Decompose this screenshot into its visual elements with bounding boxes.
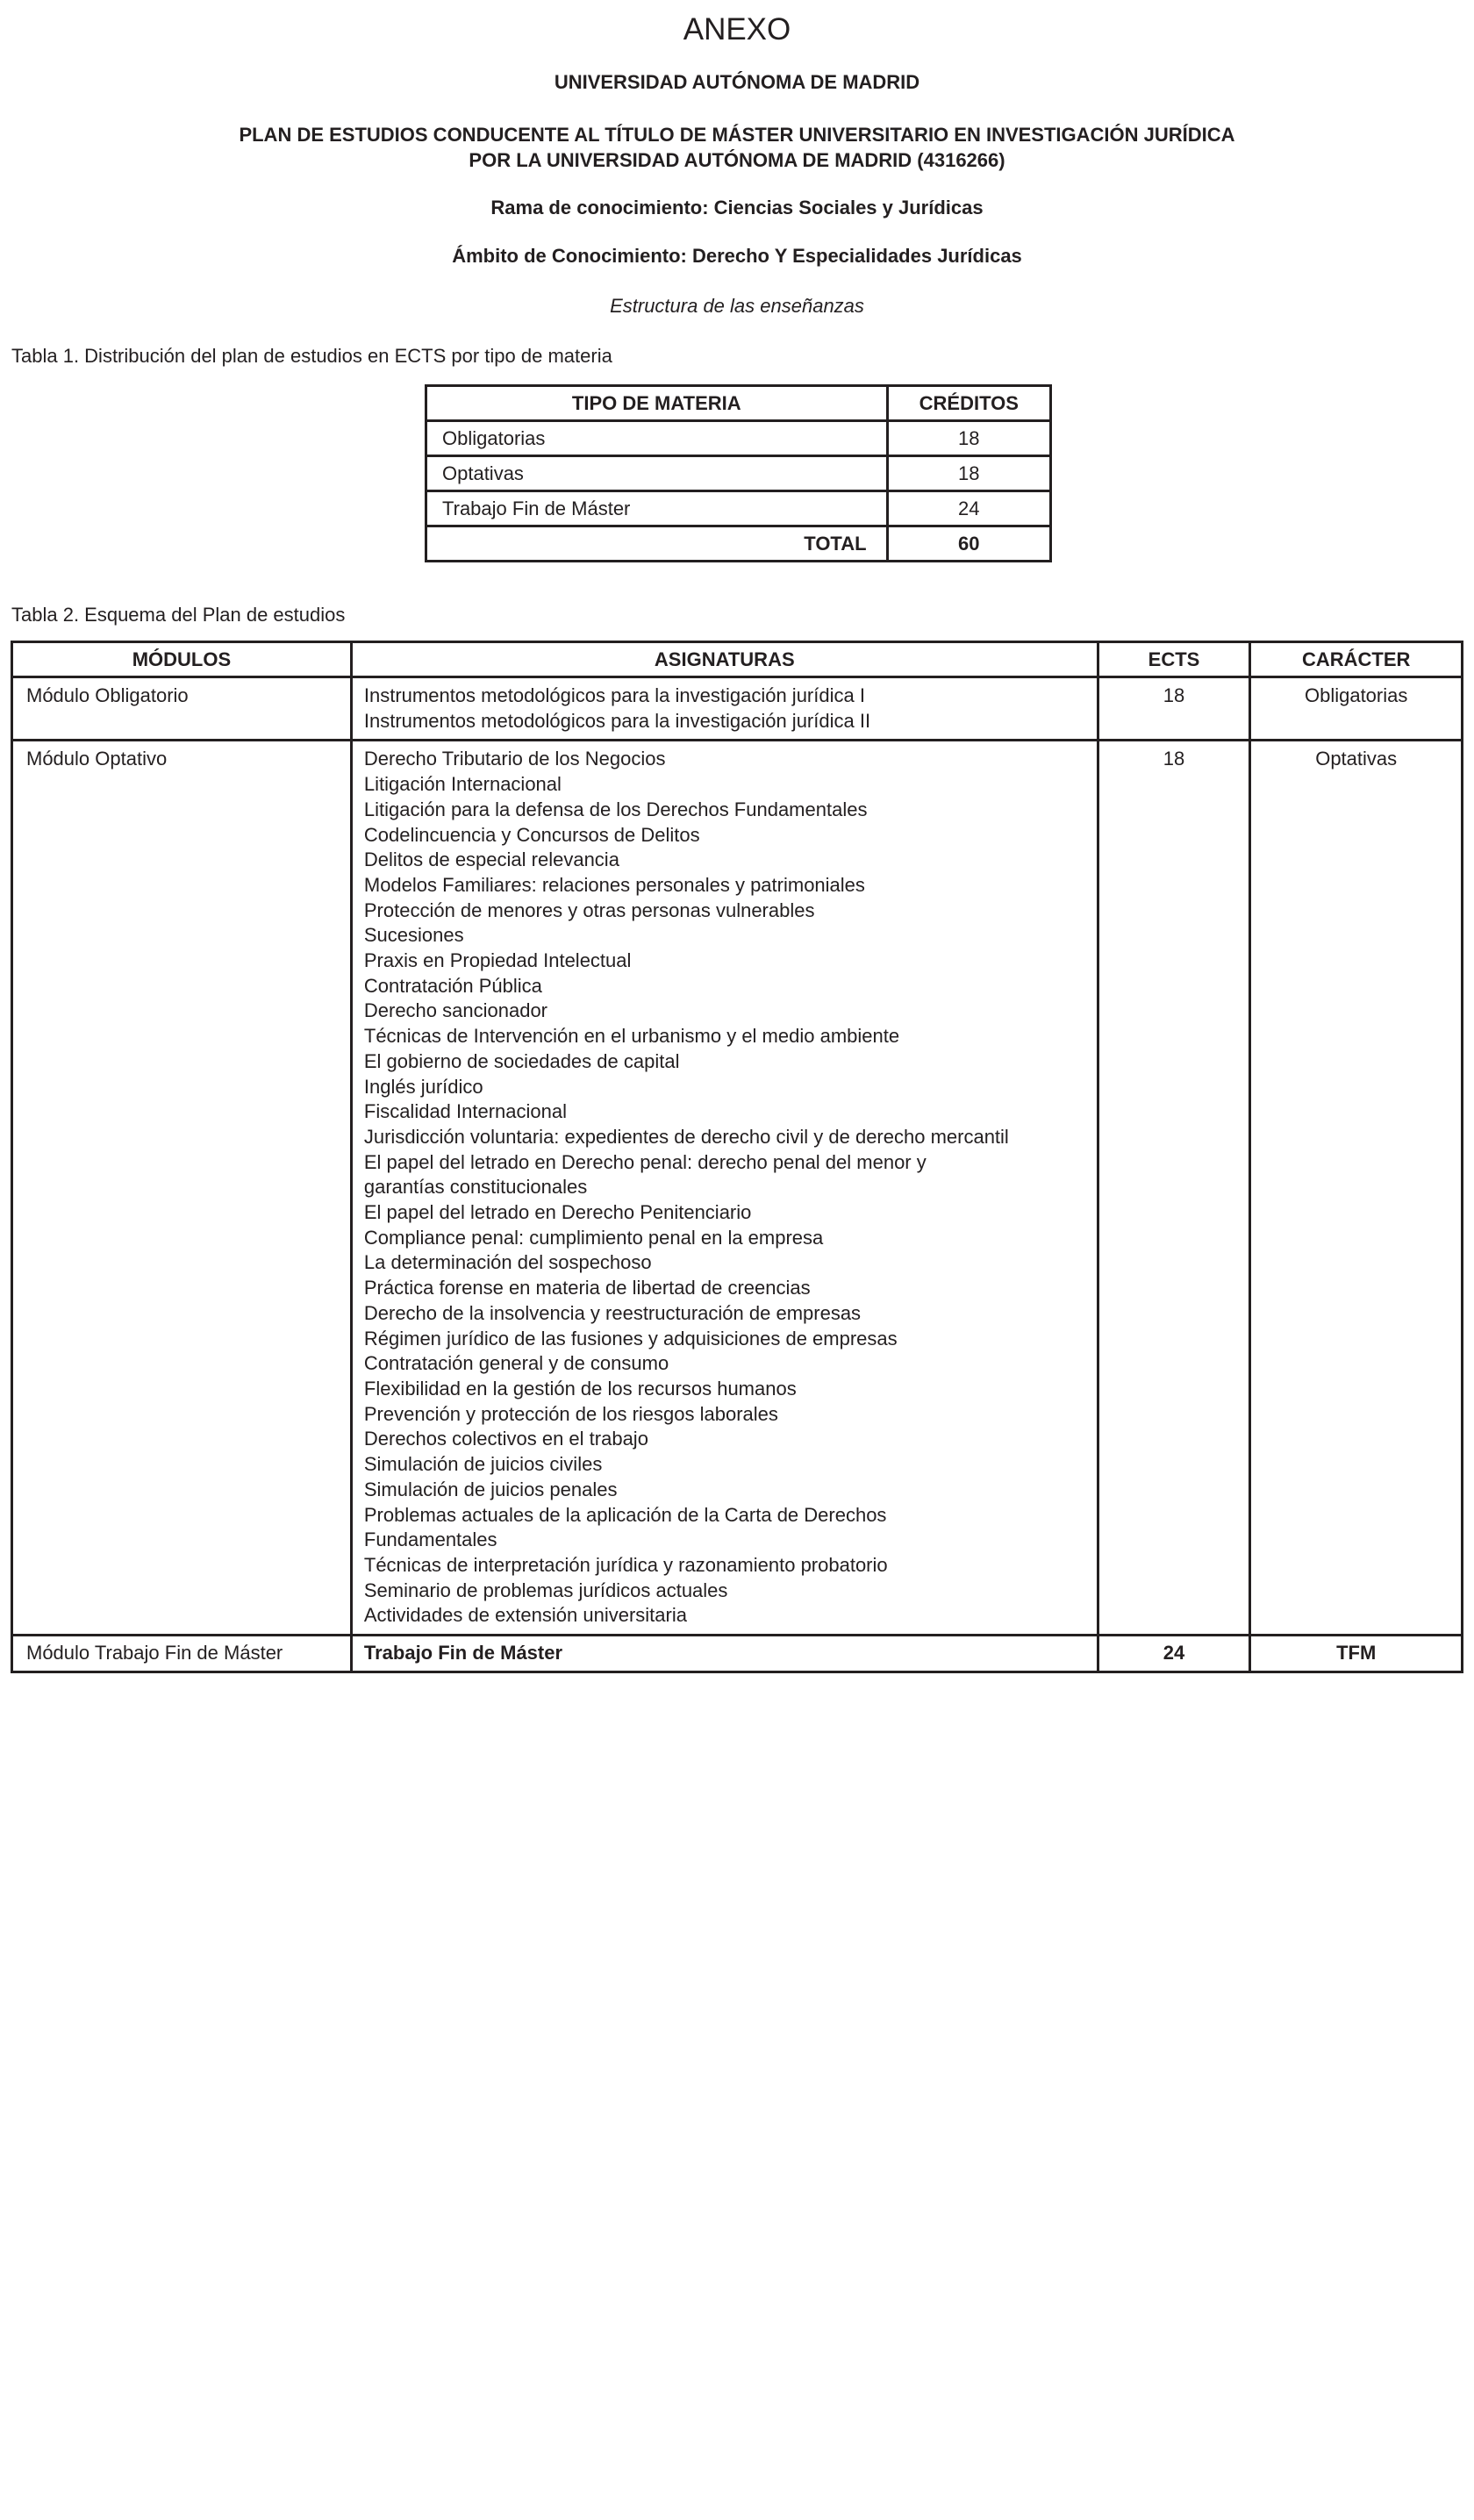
subject-item: Actividades de extensión universitaria: [363, 1604, 687, 1627]
cell-module: Módulo Optativo: [12, 741, 352, 1636]
table-row: [426, 456, 1051, 491]
annex-title: ANEXO: [683, 12, 791, 47]
subject-item: Trabajo Fin de Máster: [363, 1642, 563, 1664]
subject-item: garantías constitucionales: [363, 1176, 588, 1199]
column-header-type: TIPO DE MATERIA: [426, 386, 888, 421]
subject-item: La determinación del sospechoso: [363, 1251, 652, 1274]
subject-item: Sucesiones: [363, 924, 464, 947]
subject-item: Derecho de la insolvencia y reestructuración de empresas: [363, 1301, 862, 1324]
subject-item: Instrumentos metodológicos para la investigación jurídica I: [363, 684, 865, 706]
subject-item: Problemas actuales de la aplicación de la Carta de Derechos: [363, 1503, 887, 1526]
column-header-subjects: ASIGNATURAS: [351, 642, 1098, 677]
subject-item: Litigación Internacional: [363, 773, 562, 796]
plan-title-line-1: PLAN DE ESTUDIOS CONDUCENTE AL TÍTULO DE MÁSTER UNIVERSITARIO EN INVESTIGACIÓN JURÍDICA: [239, 124, 1235, 146]
structure-subtitle: Estructura de las enseñanzas: [610, 295, 864, 317]
table-row: [12, 1636, 1463, 1672]
subject-item: Fundamentales: [363, 1528, 497, 1551]
subject-item: Derecho Tributario de los Negocios: [363, 748, 666, 770]
cell-module: Módulo Trabajo Fin de Máster: [12, 1636, 352, 1672]
table-row: [426, 421, 1051, 456]
subject-item: Derechos colectivos en el trabajo: [363, 1428, 648, 1450]
subject-item: Prevención y protección de los riesgos laborales: [363, 1402, 778, 1425]
cell-credits: 18: [887, 456, 1050, 491]
subject-item: Inglés jurídico: [363, 1075, 483, 1098]
subject-item: Régimen jurídico de las fusiones y adquisiciones de empresas: [363, 1327, 898, 1349]
university-name: UNIVERSIDAD AUTÓNOMA DE MADRID: [554, 71, 920, 93]
table-total-row: [426, 526, 1051, 562]
cell-type: Obligatorias: [426, 421, 888, 456]
subject-item: Contratación general y de consumo: [363, 1352, 669, 1375]
subject-item: Simulación de juicios penales: [363, 1478, 618, 1500]
cell-ects: 24: [1098, 1636, 1250, 1672]
table-header-row: [12, 642, 1463, 677]
cell-subjects: [351, 741, 1098, 1636]
cell-type: Optativas: [426, 456, 888, 491]
subject-item: Contratación Pública: [363, 974, 542, 997]
total-label: TOTAL: [426, 526, 888, 562]
cell-character: TFM: [1250, 1636, 1463, 1672]
table1-caption: Tabla 1. Distribución del plan de estudios en ECTS por tipo de materia: [11, 345, 612, 367]
column-header-character: CARÁCTER: [1250, 642, 1463, 677]
subject-item: Protección de menores y otras personas vulnerables: [363, 898, 815, 921]
subject-item: Litigación para la defensa de los Derechos Fundamentales: [363, 798, 868, 820]
cell-ects: 18: [1098, 677, 1250, 741]
cell-subjects: [351, 677, 1098, 741]
cell-credits: 24: [887, 491, 1050, 526]
credits-distribution-table: [425, 384, 1052, 562]
plan-title: [0, 122, 1474, 173]
subject-item: El gobierno de sociedades de capital: [363, 1049, 680, 1072]
subject-item: Técnicas de interpretación jurídica y razonamiento probatorio: [363, 1553, 888, 1576]
column-header-ects: ECTS: [1098, 642, 1250, 677]
subject-item: Instrumentos metodológicos para la investigación jurídica II: [363, 709, 871, 732]
cell-ects: 18: [1098, 741, 1250, 1636]
subject-item: Práctica forense en materia de libertad de creencias: [363, 1277, 811, 1299]
subject-item: Seminario de problemas jurídicos actuales: [363, 1579, 728, 1601]
column-header-modules: MÓDULOS: [12, 642, 352, 677]
subject-item: Delitos de especial relevancia: [363, 848, 619, 871]
table-row: [426, 491, 1051, 526]
cell-character: Optativas: [1250, 741, 1463, 1636]
cell-subjects: [351, 1636, 1098, 1672]
column-header-credits: CRÉDITOS: [887, 386, 1050, 421]
cell-character: Obligatorias: [1250, 677, 1463, 741]
subject-item: Jurisdicción voluntaria: expedientes de derecho civil y de derecho mercantil: [363, 1125, 1009, 1148]
subject-item: Compliance penal: cumplimiento penal en la empresa: [363, 1226, 824, 1249]
cell-type: Trabajo Fin de Máster: [426, 491, 888, 526]
subject-item: Praxis en Propiedad Intelectual: [363, 949, 632, 972]
plan-title-line-2: POR LA UNIVERSIDAD AUTÓNOMA DE MADRID (4316266): [469, 149, 1005, 171]
cell-module: Módulo Obligatorio: [12, 677, 352, 741]
subject-item: Fiscalidad Internacional: [363, 1100, 568, 1123]
knowledge-branch: Rama de conocimiento: Ciencias Sociales y Jurídicas: [490, 197, 984, 218]
study-plan-table: [11, 641, 1463, 1673]
table-header-row: [426, 386, 1051, 421]
cell-credits: 18: [887, 421, 1050, 456]
knowledge-field: Ámbito de Conocimiento: Derecho Y Especialidades Jurídicas: [452, 245, 1022, 267]
table-row: [12, 741, 1463, 1636]
subject-item: Modelos Familiares: relaciones personales y patrimoniales: [363, 873, 865, 896]
subject-item: El papel del letrado en Derecho penal: derecho penal del menor y: [363, 1150, 927, 1173]
subject-item: Simulación de juicios civiles: [363, 1453, 603, 1476]
total-value: 60: [887, 526, 1050, 562]
subject-item: El papel del letrado en Derecho Penitenciario: [363, 1201, 752, 1224]
subject-item: Derecho sancionador: [363, 999, 548, 1022]
table-row: [12, 677, 1463, 741]
subject-item: Codelincuencia y Concursos de Delitos: [363, 823, 700, 846]
subject-item: Técnicas de Intervención en el urbanismo y el medio ambiente: [363, 1025, 900, 1048]
subject-item: Flexibilidad en la gestión de los recursos humanos: [363, 1377, 797, 1400]
table2-caption: Tabla 2. Esquema del Plan de estudios: [11, 604, 346, 626]
